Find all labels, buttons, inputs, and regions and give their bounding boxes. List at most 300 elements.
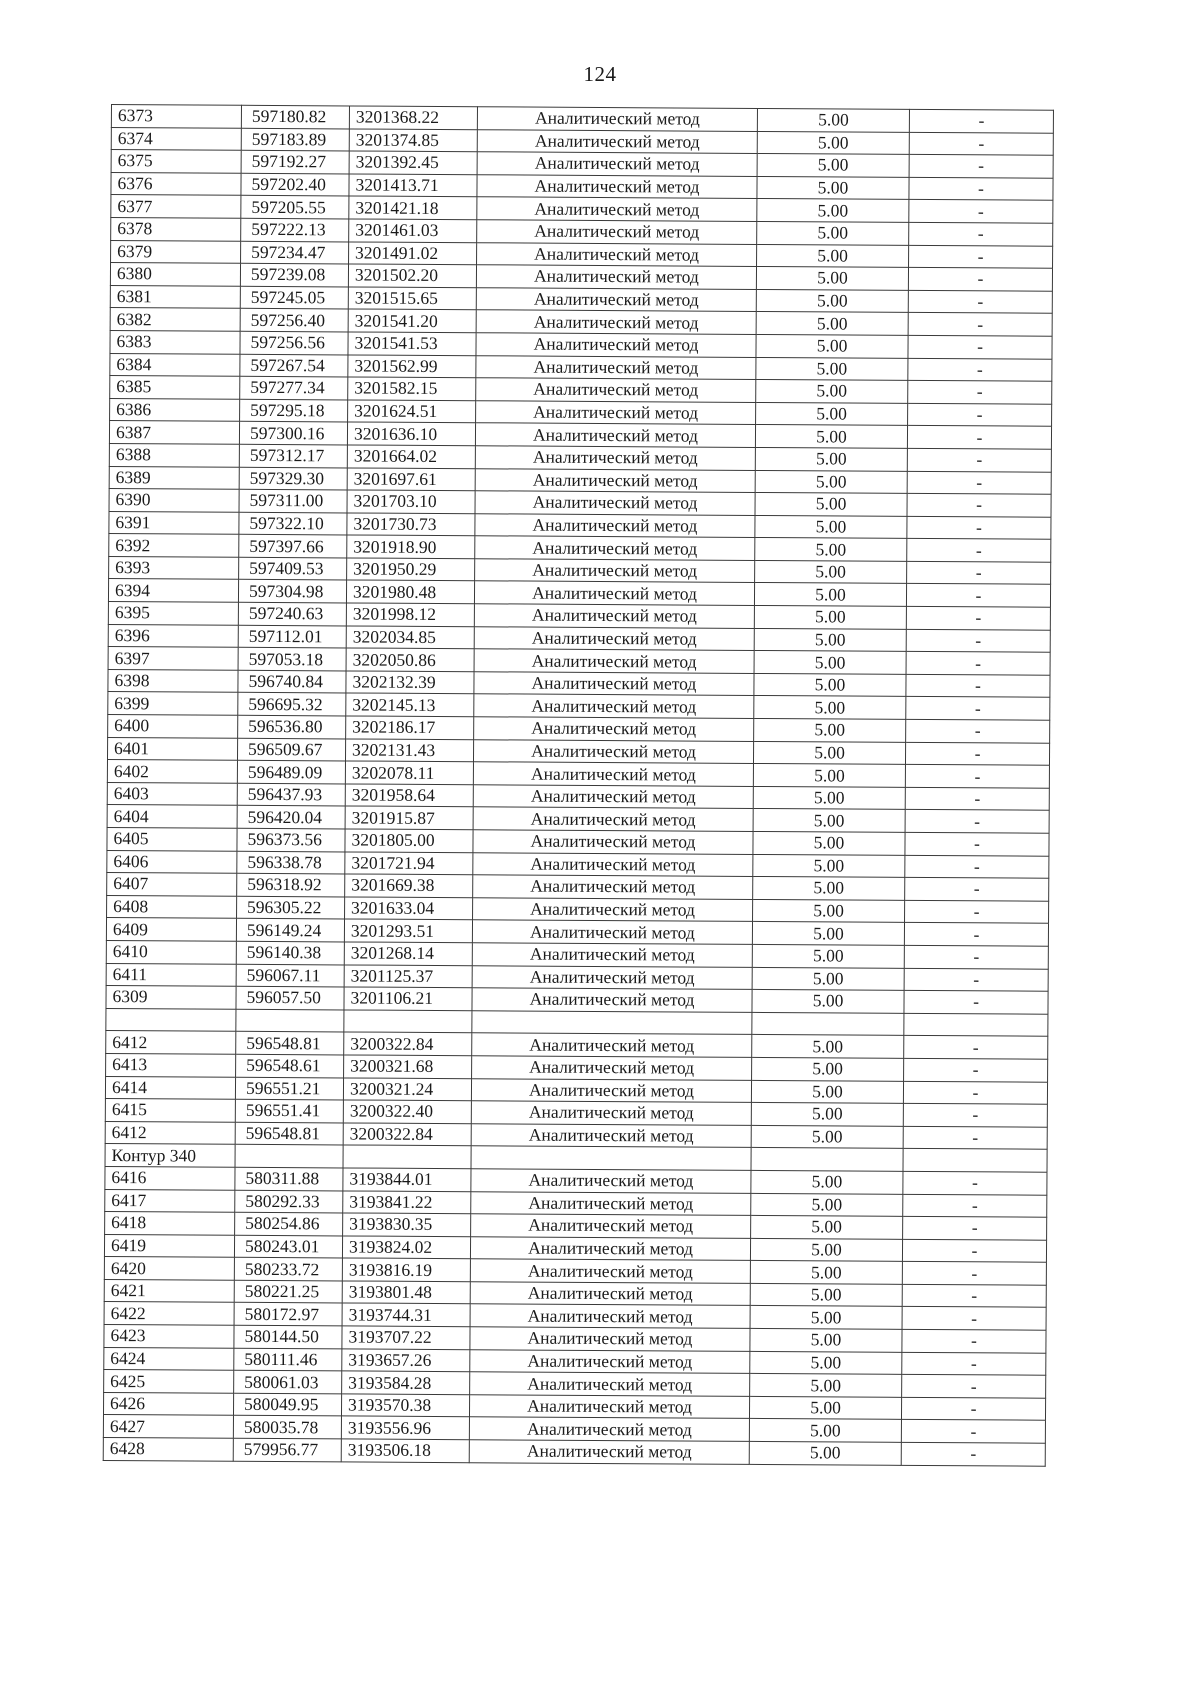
y-coordinate-cell: 3201950.29 [347, 558, 475, 581]
y-coordinate-cell: 3193816.19 [342, 1258, 470, 1281]
accuracy-cell: 5.00 [752, 990, 904, 1014]
note-cell: - [906, 606, 1050, 629]
y-coordinate-cell: 3201392.45 [349, 151, 477, 174]
y-coordinate-cell: 3201703.10 [347, 490, 475, 513]
accuracy-cell: 5.00 [749, 1396, 901, 1420]
point-number-cell: 6385 [110, 376, 240, 399]
note-cell: - [901, 1420, 1045, 1443]
note-cell: - [905, 832, 1049, 855]
x-coordinate-cell: 596149.24 [236, 919, 344, 942]
point-number-cell: 6415 [105, 1099, 235, 1122]
accuracy-cell: 5.00 [754, 651, 906, 675]
x-coordinate-cell: 597311.00 [239, 489, 347, 512]
note-cell: - [905, 900, 1049, 923]
x-coordinate-cell [235, 1145, 343, 1168]
y-coordinate-cell: 3201374.85 [349, 129, 477, 152]
accuracy-cell: 5.00 [751, 1080, 903, 1104]
point-number-cell: 6399 [108, 692, 238, 715]
method-cell: Аналитический метод [471, 1078, 751, 1102]
note-cell: - [902, 1329, 1046, 1352]
point-number-cell: 6393 [109, 556, 239, 579]
method-cell: Аналитический метод [476, 355, 756, 379]
accuracy-cell: 5.00 [752, 922, 904, 946]
method-cell: Аналитический метод [471, 1191, 751, 1215]
y-coordinate-cell: 3193556.96 [341, 1416, 469, 1439]
y-coordinate-cell [344, 1010, 472, 1033]
note-cell: - [909, 200, 1053, 223]
coordinates-table [103, 104, 1054, 1466]
note-cell: - [904, 923, 1048, 946]
point-number-cell: 6380 [110, 263, 240, 286]
method-cell: Аналитический метод [473, 785, 753, 809]
note-cell: - [904, 1036, 1048, 1059]
accuracy-cell: 5.00 [753, 854, 905, 878]
accuracy-cell: 5.00 [756, 334, 908, 358]
accuracy-cell: 5.00 [753, 786, 905, 810]
x-coordinate-cell: 580035.78 [233, 1416, 341, 1439]
method-cell: Аналитический метод [470, 1349, 750, 1373]
x-coordinate-cell: 580292.33 [235, 1190, 343, 1213]
y-coordinate-cell: 3201541.53 [348, 332, 476, 355]
point-number-cell: 6417 [105, 1189, 235, 1212]
point-number-cell: 6406 [107, 850, 237, 873]
coordinates-table-body [103, 105, 1053, 1466]
point-number-cell: Контур 340 [105, 1144, 235, 1167]
x-coordinate-cell: 580221.25 [234, 1280, 342, 1303]
y-coordinate-cell: 3200321.24 [343, 1077, 471, 1100]
note-cell: - [905, 810, 1049, 833]
note-cell: - [901, 1397, 1045, 1420]
accuracy-cell: 5.00 [750, 1238, 902, 1262]
method-cell: Аналитический метод [475, 513, 755, 537]
y-coordinate-cell: 3201541.20 [348, 309, 476, 332]
point-number-cell: 6416 [105, 1166, 235, 1189]
accuracy-cell: 5.00 [757, 131, 909, 155]
method-cell: Аналитический метод [470, 1327, 750, 1351]
y-coordinate-cell: 3193844.01 [343, 1168, 471, 1191]
point-number-cell: 6392 [109, 534, 239, 557]
note-cell: - [909, 132, 1053, 155]
point-number-cell: 6411 [106, 963, 236, 986]
note-cell: - [905, 742, 1049, 765]
point-number-cell: 6381 [110, 285, 240, 308]
accuracy-cell: 5.00 [755, 447, 907, 471]
accuracy-cell: 5.00 [749, 1419, 901, 1443]
accuracy-cell: 5.00 [751, 1170, 903, 1194]
y-coordinate-cell: 3201624.51 [348, 400, 476, 423]
method-cell: Аналитический метод [470, 1236, 750, 1260]
accuracy-cell: 5.00 [756, 402, 908, 426]
note-cell: - [907, 471, 1051, 494]
point-number-cell: 6383 [110, 330, 240, 353]
method-cell: Аналитический метод [475, 468, 755, 492]
point-number-cell: 6384 [110, 353, 240, 376]
point-number-cell [106, 1008, 236, 1031]
x-coordinate-cell: 596548.81 [235, 1122, 343, 1145]
note-cell: - [907, 448, 1051, 471]
method-cell: Аналитический метод [474, 581, 754, 605]
note-cell: - [909, 177, 1053, 200]
y-coordinate-cell: 3193801.48 [342, 1281, 470, 1304]
method-cell: Аналитический метод [477, 175, 757, 199]
point-number-cell: 6398 [108, 669, 238, 692]
accuracy-cell: 5.00 [751, 1125, 903, 1149]
y-coordinate-cell: 3201106.21 [344, 987, 472, 1010]
note-cell: - [903, 1081, 1047, 1104]
x-coordinate-cell: 596420.04 [237, 806, 345, 829]
note-cell: - [906, 584, 1050, 607]
method-cell: Аналитический метод [473, 898, 753, 922]
y-coordinate-cell: 3193824.02 [342, 1236, 470, 1259]
accuracy-cell: 5.00 [753, 741, 905, 765]
accuracy-cell: 5.00 [751, 1193, 903, 1217]
y-coordinate-cell: 3200322.84 [344, 1032, 472, 1055]
note-cell: - [908, 268, 1052, 291]
y-coordinate-cell: 3202050.86 [346, 648, 474, 671]
note-cell: - [908, 335, 1052, 358]
method-cell: Аналитический метод [474, 694, 754, 718]
table-row [103, 1438, 1045, 1466]
note-cell: - [906, 674, 1050, 697]
point-number-cell: 6374 [111, 127, 241, 150]
x-coordinate-cell: 597312.17 [239, 444, 347, 467]
y-coordinate-cell: 3202145.13 [346, 693, 474, 716]
y-coordinate-cell: 3200322.40 [343, 1100, 471, 1123]
note-cell: - [906, 652, 1050, 675]
y-coordinate-cell: 3193657.26 [342, 1349, 470, 1372]
point-number-cell: 6414 [105, 1076, 235, 1099]
method-cell: Аналитический метод [471, 1169, 751, 1193]
method-cell: Аналитический метод [475, 559, 755, 583]
point-number-cell: 6397 [108, 647, 238, 670]
method-cell: Аналитический метод [469, 1440, 749, 1464]
accuracy-cell: 5.00 [755, 538, 907, 562]
note-cell [904, 1013, 1048, 1036]
note-cell: - [905, 787, 1049, 810]
y-coordinate-cell: 3201125.37 [344, 965, 472, 988]
x-coordinate-cell: 597304.98 [238, 580, 346, 603]
accuracy-cell: 5.00 [755, 425, 907, 449]
accuracy-cell: 5.00 [754, 718, 906, 742]
accuracy-cell: 5.00 [749, 1441, 901, 1465]
x-coordinate-cell: 596548.61 [236, 1054, 344, 1077]
note-cell: - [909, 155, 1053, 178]
accuracy-cell: 5.00 [750, 1351, 902, 1375]
method-cell: Аналитический метод [476, 310, 756, 334]
y-coordinate-cell: 3193841.22 [343, 1190, 471, 1213]
y-coordinate-cell: 3201980.48 [346, 580, 474, 603]
point-number-cell: 6395 [108, 602, 238, 625]
method-cell: Аналитический метод [473, 762, 753, 786]
x-coordinate-cell: 596509.67 [237, 738, 345, 761]
x-coordinate-cell: 596551.41 [235, 1099, 343, 1122]
y-coordinate-cell: 3201958.64 [345, 784, 473, 807]
point-number-cell: 6309 [106, 986, 236, 1009]
note-cell: - [908, 358, 1052, 381]
method-cell: Аналитический метод [471, 1214, 751, 1238]
point-number-cell: 6422 [104, 1302, 234, 1325]
x-coordinate-cell: 597192.27 [241, 150, 349, 173]
note-cell: - [904, 1058, 1048, 1081]
note-cell: - [903, 1216, 1047, 1239]
x-coordinate-cell: 597267.54 [240, 354, 348, 377]
x-coordinate-cell: 596695.32 [238, 693, 346, 716]
accuracy-cell: 5.00 [753, 877, 905, 901]
point-number-cell: 6426 [103, 1392, 233, 1415]
y-coordinate-cell: 3202034.85 [346, 626, 474, 649]
method-cell: Аналитический метод [470, 1372, 750, 1396]
x-coordinate-cell: 597180.82 [241, 105, 349, 128]
y-coordinate-cell: 3200321.68 [344, 1055, 472, 1078]
y-coordinate-cell: 3202131.43 [345, 739, 473, 762]
note-cell: - [902, 1352, 1046, 1375]
method-cell: Аналитический метод [472, 988, 752, 1012]
y-coordinate-cell: 3201502.20 [348, 264, 476, 287]
method-cell: Аналитический метод [477, 197, 757, 221]
method-cell: Аналитический метод [476, 378, 756, 402]
note-cell: - [908, 380, 1052, 403]
method-cell: Аналитический метод [474, 649, 754, 673]
accuracy-cell: 5.00 [754, 606, 906, 630]
accuracy-cell: 5.00 [757, 176, 909, 200]
y-coordinate-cell: 3202078.11 [345, 761, 473, 784]
accuracy-cell: 5.00 [754, 696, 906, 720]
note-cell: - [903, 1171, 1047, 1194]
method-cell: Аналитический метод [473, 807, 753, 831]
y-coordinate-cell: 3201669.38 [345, 874, 473, 897]
x-coordinate-cell: 596140.38 [236, 941, 344, 964]
method-cell: Аналитический метод [472, 920, 752, 944]
x-coordinate-cell: 580311.88 [235, 1167, 343, 1190]
x-coordinate-cell: 597202.40 [241, 173, 349, 196]
method-cell [471, 1146, 751, 1170]
accuracy-cell: 5.00 [750, 1374, 902, 1398]
accuracy-cell: 5.00 [754, 628, 906, 652]
accuracy-cell: 5.00 [757, 199, 909, 223]
y-coordinate-cell: 3201730.73 [347, 513, 475, 536]
y-coordinate-cell: 3193584.28 [342, 1371, 470, 1394]
method-cell: Аналитический метод [472, 1056, 752, 1080]
y-coordinate-cell: 3200322.84 [343, 1123, 471, 1146]
y-coordinate-cell: 3201421.18 [349, 196, 477, 219]
note-cell: - [906, 697, 1050, 720]
y-coordinate-cell [343, 1145, 471, 1168]
method-cell: Аналитический метод [476, 265, 756, 289]
accuracy-cell: 5.00 [752, 967, 904, 991]
method-cell: Аналитический метод [474, 604, 754, 628]
y-coordinate-cell: 3201697.61 [347, 467, 475, 490]
note-cell: - [902, 1262, 1046, 1285]
x-coordinate-cell: 597112.01 [238, 625, 346, 648]
accuracy-cell: 5.00 [752, 1035, 904, 1059]
note-cell: - [901, 1442, 1045, 1465]
x-coordinate-cell: 597295.18 [240, 399, 348, 422]
point-number-cell: 6409 [106, 918, 236, 941]
x-coordinate-cell: 597322.10 [239, 512, 347, 535]
method-cell: Аналитический метод [475, 423, 755, 447]
point-number-cell: 6424 [104, 1347, 234, 1370]
method-cell: Аналитический метод [471, 1101, 751, 1125]
accuracy-cell [751, 1148, 903, 1172]
x-coordinate-cell: 597222.13 [241, 218, 349, 241]
y-coordinate-cell: 3201293.51 [344, 919, 472, 942]
point-number-cell: 6386 [110, 398, 240, 421]
x-coordinate-cell: 597239.08 [240, 263, 348, 286]
note-cell: - [908, 290, 1052, 313]
method-cell: Аналитический метод [472, 965, 752, 989]
accuracy-cell: 5.00 [752, 944, 904, 968]
note-cell: - [905, 765, 1049, 788]
method-cell: Аналитический метод [471, 1123, 751, 1147]
note-cell: - [908, 403, 1052, 426]
x-coordinate-cell: 597240.63 [238, 602, 346, 625]
x-coordinate-cell: 580172.97 [234, 1303, 342, 1326]
y-coordinate-cell: 3201664.02 [347, 445, 475, 468]
method-cell: Аналитический метод [474, 717, 754, 741]
y-coordinate-cell: 3201461.03 [349, 219, 477, 242]
accuracy-cell: 5.00 [754, 673, 906, 697]
x-coordinate-cell: 597234.47 [241, 241, 349, 264]
point-number-cell: 6412 [105, 1121, 235, 1144]
y-coordinate-cell: 3201491.02 [349, 242, 477, 265]
note-cell: - [905, 878, 1049, 901]
x-coordinate-cell: 597256.40 [240, 309, 348, 332]
method-cell: Аналитический метод [476, 287, 756, 311]
method-cell: Аналитический метод [473, 739, 753, 763]
note-cell: - [907, 493, 1051, 516]
accuracy-cell: 5.00 [755, 493, 907, 517]
x-coordinate-cell: 580111.46 [234, 1348, 342, 1371]
note-cell: - [908, 313, 1052, 336]
x-coordinate-cell: 580144.50 [234, 1325, 342, 1348]
point-number-cell: 6382 [110, 308, 240, 331]
accuracy-cell: 5.00 [753, 764, 905, 788]
point-number-cell: 6423 [104, 1325, 234, 1348]
accuracy-cell: 5.00 [750, 1328, 902, 1352]
note-cell: - [903, 1194, 1047, 1217]
note-cell: - [903, 1126, 1047, 1149]
x-coordinate-cell: 596318.92 [237, 873, 345, 896]
accuracy-cell: 5.00 [756, 289, 908, 313]
method-cell: Аналитический метод [477, 152, 757, 176]
note-cell: - [902, 1239, 1046, 1262]
point-number-cell: 6419 [104, 1234, 234, 1257]
y-coordinate-cell: 3201268.14 [344, 942, 472, 965]
method-cell: Аналитический метод [469, 1417, 749, 1441]
note-cell: - [909, 222, 1053, 245]
point-number-cell: 6377 [111, 195, 241, 218]
point-number-cell: 6373 [111, 105, 241, 128]
point-number-cell: 6427 [103, 1415, 233, 1438]
x-coordinate-cell: 597256.56 [240, 331, 348, 354]
method-cell: Аналитический метод [474, 626, 754, 650]
y-coordinate-cell: 3193830.35 [343, 1213, 471, 1236]
note-cell: - [903, 1103, 1047, 1126]
note-cell: - [902, 1284, 1046, 1307]
x-coordinate-cell: 597053.18 [238, 648, 346, 671]
method-cell [472, 1010, 752, 1034]
y-coordinate-cell: 3201633.04 [345, 897, 473, 920]
y-coordinate-cell: 3201562.99 [348, 354, 476, 377]
accuracy-cell: 5.00 [756, 357, 908, 381]
note-cell: - [907, 539, 1051, 562]
x-coordinate-cell: 580061.03 [234, 1371, 342, 1394]
note-cell: - [905, 855, 1049, 878]
point-number-cell: 6413 [106, 1053, 236, 1076]
method-cell: Аналитический метод [477, 107, 757, 131]
method-cell: Аналитический метод [470, 1259, 750, 1283]
point-number-cell: 6405 [107, 827, 237, 850]
note-cell: - [907, 426, 1051, 449]
x-coordinate-cell: 596437.93 [237, 783, 345, 806]
x-coordinate-cell: 597409.53 [239, 557, 347, 580]
y-coordinate-cell: 3201805.00 [345, 829, 473, 852]
point-number-cell: 6403 [107, 782, 237, 805]
y-coordinate-cell: 3193744.31 [342, 1303, 470, 1326]
accuracy-cell [752, 1012, 904, 1036]
method-cell: Аналитический метод [473, 830, 753, 854]
method-cell: Аналитический метод [475, 491, 755, 515]
x-coordinate-cell: 596067.11 [236, 964, 344, 987]
point-number-cell: 6407 [107, 873, 237, 896]
note-cell: - [907, 561, 1051, 584]
point-number-cell: 6425 [104, 1370, 234, 1393]
x-coordinate-cell: 580049.95 [233, 1393, 341, 1416]
point-number-cell: 6376 [111, 172, 241, 195]
accuracy-cell: 5.00 [755, 560, 907, 584]
y-coordinate-cell: 3201413.71 [349, 174, 477, 197]
point-number-cell: 6375 [111, 150, 241, 173]
x-coordinate-cell: 597277.34 [240, 376, 348, 399]
accuracy-cell: 5.00 [757, 244, 909, 268]
note-cell: - [906, 629, 1050, 652]
x-coordinate-cell: 597245.05 [240, 286, 348, 309]
accuracy-cell: 5.00 [756, 267, 908, 291]
y-coordinate-cell: 3201721.94 [345, 852, 473, 875]
point-number-cell: 6401 [107, 737, 237, 760]
x-coordinate-cell [236, 1009, 344, 1032]
y-coordinate-cell: 3201636.10 [347, 422, 475, 445]
point-number-cell: 6396 [108, 624, 238, 647]
note-cell [903, 1149, 1047, 1172]
accuracy-cell: 5.00 [753, 831, 905, 855]
note-cell: - [902, 1375, 1046, 1398]
method-cell: Аналитический метод [475, 536, 755, 560]
accuracy-cell: 5.00 [757, 221, 909, 245]
note-cell: - [904, 968, 1048, 991]
accuracy-cell: 5.00 [755, 470, 907, 494]
y-coordinate-cell: 3202186.17 [346, 716, 474, 739]
method-cell: Аналитический метод [476, 400, 756, 424]
accuracy-cell: 5.00 [756, 380, 908, 404]
accuracy-cell: 5.00 [757, 108, 909, 132]
note-cell: - [904, 945, 1048, 968]
note-cell: - [907, 516, 1051, 539]
method-cell: Аналитический метод [477, 129, 757, 153]
method-cell: Аналитический метод [473, 852, 753, 876]
x-coordinate-cell: 580243.01 [234, 1235, 342, 1258]
method-cell: Аналитический метод [477, 242, 757, 266]
y-coordinate-cell: 3193570.38 [341, 1394, 469, 1417]
accuracy-cell: 5.00 [750, 1283, 902, 1307]
point-number-cell: 6390 [109, 489, 239, 512]
accuracy-cell: 5.00 [751, 1216, 903, 1240]
accuracy-cell: 5.00 [753, 809, 905, 833]
accuracy-cell: 5.00 [757, 154, 909, 178]
x-coordinate-cell: 596740.84 [238, 670, 346, 693]
method-cell: Аналитический метод [475, 446, 755, 470]
note-cell: - [909, 245, 1053, 268]
